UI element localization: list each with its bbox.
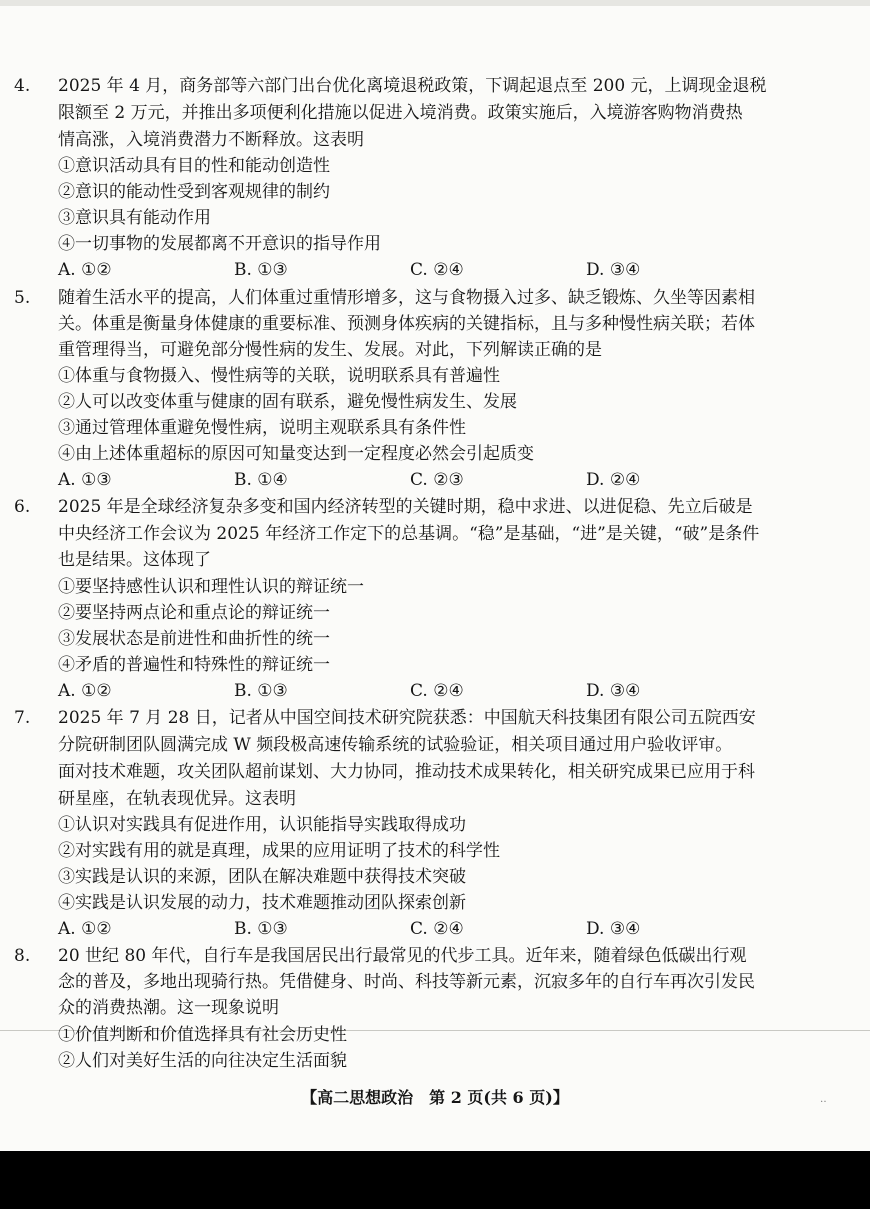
q7-number: 7. <box>14 708 31 728</box>
q6-option-1: ①要坚持感性认识和理性认识的辩证统一 <box>58 577 364 597</box>
q4-line-3: 情高涨，入境消费潜力不断释放。这表明 <box>58 130 364 150</box>
q7-line-1: 7. 2025 年 7 月 28 日，记者从中国空间技术研究院获悉：中国航天科技集团有限公司五院西安 <box>14 708 756 728</box>
q8-line-3: 众的消费热潮。这一现象说明 <box>58 998 279 1018</box>
q5-choice-b: B. ①④ <box>234 470 288 490</box>
q6-choice-d: D. ③④ <box>586 681 641 701</box>
q5-option-1: ①体重与食物摄入、慢性病等的关联，说明联系具有普遍性 <box>58 366 500 386</box>
q6-option-3: ③发展状态是前进性和曲折性的统一 <box>58 629 330 649</box>
q7-choice-c: C. ②④ <box>410 919 464 939</box>
q4-choice-c: C. ②④ <box>410 260 464 280</box>
q5-option-3: ③通过管理体重避免慢性病，说明主观联系具有条件性 <box>58 418 466 438</box>
q4-option-1: ①意识活动具有目的性和能动创造性 <box>58 156 330 176</box>
q8-option-2: ②人们对美好生活的向往决定生活面貌 <box>58 1051 347 1071</box>
q5-line-1: 5. 随着生活水平的提高，人们体重过重情形增多，这与食物摄入过多、缺乏锻炼、久坐等因素相 <box>14 288 755 308</box>
q7-option-4: ④实践是认识发展的动力，技术难题推动团队探索创新 <box>58 893 466 913</box>
scan-edge <box>0 0 870 6</box>
q4-option-4: ④一切事物的发展都离不开意识的指导作用 <box>58 234 381 254</box>
q4-choice-a: A. ①② <box>58 260 112 280</box>
q6-option-4: ④矛盾的普遍性和特殊性的辩证统一 <box>58 655 330 675</box>
q8-line-1: 8. 20 世纪 80 年代，自行车是我国居民出行最常见的代步工具。近年来，随着绿色低碳出行观 <box>14 946 747 966</box>
q6-line-3: 也是结果。这体现了 <box>58 550 211 570</box>
q4-choice-d: D. ③④ <box>586 260 641 280</box>
page-footer: 【高二思想政治 第 2 页(共 6 页)】 <box>301 1088 569 1107</box>
q7-line-3: 面对技术难题，攻关团队超前谋划、大力协同，推动技术成果转化，相关研究成果已应用于科 <box>58 762 755 782</box>
q4-choice-b: B. ①③ <box>234 260 288 280</box>
q6-line-2: 中央经济工作会议为 2025 年经济工作定下的总基调。“稳”是基础，“进”是关键，“破”是条件 <box>58 524 760 544</box>
q5-choice-d: D. ②④ <box>586 470 641 490</box>
q5-choice-c: C. ②③ <box>410 470 464 490</box>
q8-line-2: 念的普及，多地出现骑行热。凭借健身、时尚、科技等新元素，沉寂多年的自行车再次引发民 <box>58 972 755 992</box>
q6-choice-a: A. ①② <box>58 681 112 701</box>
q7-option-1: ①认识对实践具有促进作用，认识能指导实践取得成功 <box>58 815 466 835</box>
q5-number: 5. <box>14 288 31 308</box>
scan-bottom-band <box>0 1151 870 1209</box>
corner-mark: ‥ <box>820 1094 827 1105</box>
q5-option-2: ②人可以改变体重与健康的固有联系，避免慢性病发生、发展 <box>58 392 517 412</box>
q7-line-2: 分院研制团队圆满完成 W 频段极高速传输系统的试验验证，相关项目通过用户验收评审。 <box>58 735 733 755</box>
q4-number: 4. <box>14 76 31 96</box>
q7-option-3: ③实践是认识的来源，团队在解决难题中获得技术突破 <box>58 867 466 887</box>
q4-line-2: 限额至 2 万元，并推出多项便利化措施以促进入境消费。政策实施后，入境游客购物消费热 <box>58 103 743 123</box>
q6-option-2: ②要坚持两点论和重点论的辩证统一 <box>58 603 330 623</box>
q7-line-4: 研星座，在轨表现优异。这表明 <box>58 789 296 809</box>
q8-number: 8. <box>14 946 31 966</box>
q4-line-1: 4. 2025 年 4 月，商务部等六部门出台优化离境退税政策，下调起退点至 200 元，上调现金退税 <box>14 76 767 96</box>
q7-choice-d: D. ③④ <box>586 919 641 939</box>
q6-choice-b: B. ①③ <box>234 681 288 701</box>
q8-option-1: ①价值判断和价值选择具有社会历史性 <box>58 1025 347 1045</box>
q7-option-2: ②对实践有用的就是真理，成果的应用证明了技术的科学性 <box>58 841 500 861</box>
q7-choice-a: A. ①② <box>58 919 112 939</box>
q7-choice-b: B. ①③ <box>234 919 288 939</box>
q5-choice-a: A. ①③ <box>58 470 112 490</box>
q4-option-2: ②意识的能动性受到客观规律的制约 <box>58 182 330 202</box>
q6-number: 6. <box>14 497 31 517</box>
q5-line-3: 重管理得当，可避免部分慢性病的发生、发展。对此，下列解读正确的是 <box>58 340 602 360</box>
q6-choice-c: C. ②④ <box>410 681 464 701</box>
q5-option-4: ④由上述体重超标的原因可知量变达到一定程度必然会引起质变 <box>58 444 534 464</box>
q4-option-3: ③意识具有能动作用 <box>58 208 211 228</box>
q5-line-2: 关。体重是衡量身体健康的重要标准、预测身体疾病的关键指标，且与多种慢性病关联；若体 <box>58 314 755 334</box>
q6-line-1: 6. 2025 年是全球经济复杂多变和国内经济转型的关键时期，稳中求进、以进促稳、先立后破是 <box>14 497 753 517</box>
